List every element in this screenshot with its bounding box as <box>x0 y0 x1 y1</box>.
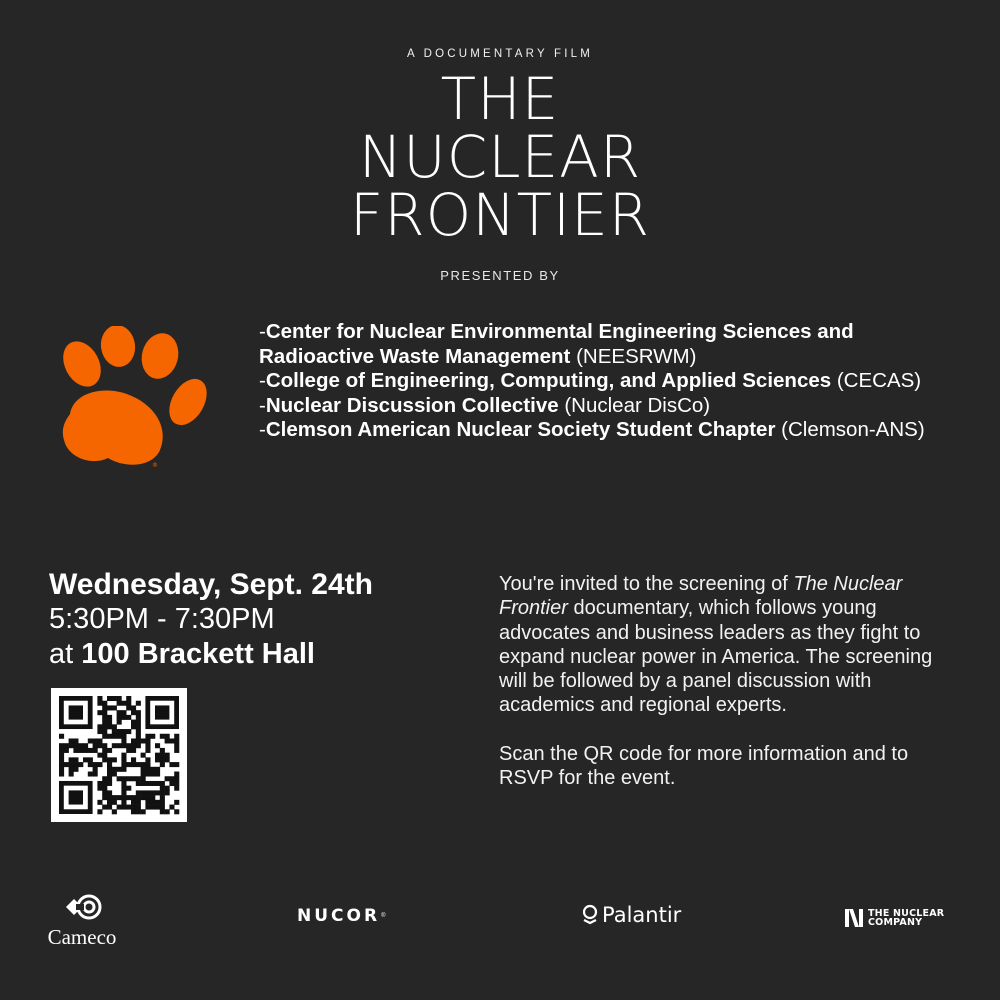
film-title <box>0 65 1000 249</box>
sponsor-abbr: (CECAS) <box>831 369 922 392</box>
palantir-mark-icon <box>582 904 598 926</box>
sponsor-abbr: (NEESRWM) <box>570 344 697 368</box>
palantir-wordmark: Palantir <box>602 903 682 927</box>
sponsor-name: Nuclear Discussion Collective <box>265 393 559 417</box>
sponsor-item <box>259 320 949 369</box>
cameco-mark-icon <box>62 890 102 924</box>
cameco-logo <box>40 890 124 950</box>
event-date: Wednesday, Sept. 24th <box>49 568 373 601</box>
nuclear-company-wordmark <box>868 909 944 928</box>
event-description <box>499 572 959 790</box>
sponsor-item <box>259 394 949 419</box>
clemson-tiger-paw-icon <box>52 326 216 474</box>
the-nuclear-company-logo <box>844 908 944 928</box>
sponsor-abbr: (Clemson-ANS) <box>775 418 925 441</box>
qr-code-graphic <box>51 688 187 822</box>
sponsor-item <box>259 369 949 394</box>
cameco-wordmark: Cameco <box>47 925 117 949</box>
sponsor-name: Clemson American Nuclear Society Student Chapter <box>265 418 776 441</box>
sponsor-prefix: - <box>259 369 266 392</box>
description-text: documentary, which follows young advocates and business leaders as they fight to expand nuclear power in America. The screening will be followed by a panel discussion with academics and regional experts. <box>499 597 933 717</box>
title-line-2: NUCLEAR <box>358 123 642 191</box>
sponsor-item <box>259 418 949 443</box>
event-details <box>49 568 489 672</box>
description-text: You're invited to the screening of <box>499 573 794 595</box>
film-title-italic: The Nuclear Frontier <box>499 573 903 620</box>
event-location <box>49 636 489 672</box>
location-prefix: at <box>49 638 82 670</box>
svg-text:®: ® <box>152 462 158 469</box>
presented-by-label: PRESENTED BY <box>440 268 560 283</box>
title-line-1: THE <box>440 65 560 133</box>
title-line-3: FRONTIER <box>349 181 651 249</box>
rsvp-paragraph: Scan the QR code for more information and to RSVP for the event. <box>499 742 909 790</box>
palantir-logo <box>582 903 681 927</box>
sponsor-name: College of Engineering, Computing, and Applied Sciences <box>265 369 832 392</box>
sponsor-prefix: - <box>259 418 266 441</box>
sponsor-prefix: - <box>259 320 266 343</box>
sponsor-abbr: (Nuclear DisCo) <box>558 393 711 417</box>
sponsor-list <box>259 320 949 443</box>
nucor-registered-mark: ® <box>381 913 386 919</box>
location-name: 100 Brackett Hall <box>81 638 315 670</box>
sponsor-prefix: - <box>259 393 266 417</box>
documentary-kicker: A DOCUMENTARY FILM <box>406 48 594 60</box>
qr-code-icon[interactable] <box>51 688 187 822</box>
sponsor-name: Center for Nuclear Environmental Engineering Sciences and Radioactive Waste Management <box>259 320 854 368</box>
nucor-wordmark: NUCOR <box>297 906 381 926</box>
event-time: 5:30PM - 7:30PM <box>49 603 275 635</box>
description-paragraph <box>499 572 959 718</box>
nuclear-company-line-2: COMPANY <box>868 917 923 928</box>
nuclear-company-line-1: THE NUCLEAR <box>868 907 945 919</box>
nucor-logo <box>297 906 385 926</box>
nuclear-company-mark-icon <box>844 908 864 928</box>
